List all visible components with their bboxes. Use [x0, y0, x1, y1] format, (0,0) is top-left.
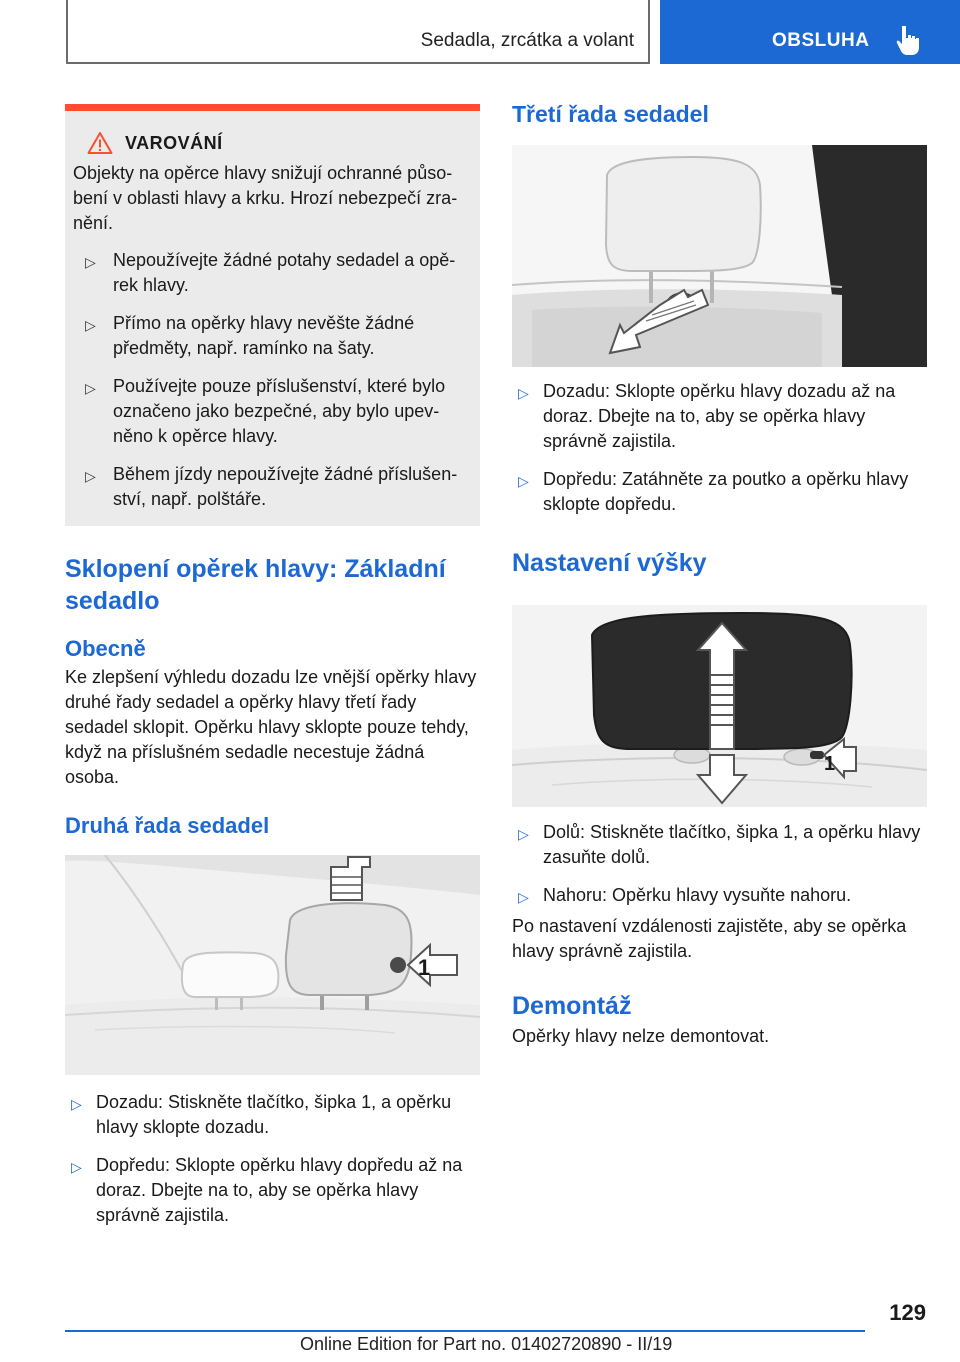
- height-bullet: [512, 820, 927, 870]
- triangle-right-icon: ▷: [518, 473, 529, 489]
- warning-bullet-text: Nepoužívejte žádné potahy sedadel a opěrek hlavy.: [113, 250, 456, 295]
- triangle-right-icon: ▷: [71, 1096, 82, 1112]
- second-row-bullet: [65, 1090, 480, 1140]
- triangle-right-icon: ▷: [85, 380, 96, 396]
- second-row-bullet: [65, 1153, 480, 1228]
- triangle-right-icon: ▷: [85, 317, 96, 333]
- figure-height-adjust: [512, 605, 927, 807]
- warning-bullet-text: Přímo na opěrky hlavy nevěšte žádné předměty, např. ramínko na šaty.: [113, 313, 415, 358]
- warning-triangle-icon: [87, 131, 113, 155]
- section-heading-height: Nastavení výšky: [512, 549, 707, 577]
- pointing-hand-icon: [896, 24, 922, 56]
- warning-bullet: [73, 248, 472, 298]
- second-row-bullet-text: Dopředu: Sklopte opěrku hlavy dopředu až na doraz. Dbejte na to, aby se opěrka hlavy správně zajistila.: [96, 1155, 463, 1225]
- subheading-third-row: Třetí řada sedadel: [512, 101, 709, 127]
- header-tab-label: OBSLUHA: [772, 30, 870, 51]
- height-paragraph: Po nastavení vzdálenosti zajistěte, aby se opěrka hlavy správně zajistila.: [512, 916, 907, 961]
- figure-third-row-headrest: [512, 145, 927, 367]
- height-bullet: [512, 883, 927, 910]
- warning-box: [65, 104, 480, 526]
- subheading-second-row: Druhá řada sedadel: [65, 813, 270, 838]
- footer-edition: Online Edition for Part no. 01402720890 - II/19: [300, 1334, 673, 1354]
- triangle-right-icon: ▷: [518, 889, 529, 905]
- third-row-bullet: [512, 379, 927, 454]
- warning-title-row: [73, 131, 472, 155]
- figure-second-row-headrest: [65, 855, 480, 1075]
- subheading-general: Obecně: [65, 636, 146, 661]
- third-row-bullet-text: Dopředu: Zatáhněte za poutko a opěrku hlavy sklopte dopředu.: [543, 469, 909, 514]
- figure-callout-label: 1: [824, 753, 836, 775]
- third-row-bullet: [512, 467, 927, 517]
- section-heading-folding: Sklopení opěrek hlavy: Základní sedadlo: [65, 555, 446, 615]
- page-number: 129: [889, 1300, 926, 1325]
- header-section-box: [66, 0, 650, 64]
- removal-paragraph: Opěrky hlavy nelze demontovat.: [512, 1026, 770, 1046]
- second-row-bullets: [65, 1090, 480, 1228]
- figure-callout-label: 1: [418, 955, 431, 980]
- triangle-right-icon: ▷: [85, 254, 96, 270]
- triangle-right-icon: ▷: [518, 826, 529, 842]
- warning-title: VAROVÁNÍ: [125, 132, 223, 153]
- triangle-right-icon: ▷: [85, 468, 96, 484]
- height-bullets: [512, 820, 927, 910]
- section-heading-removal: Demontáž: [512, 992, 632, 1020]
- triangle-right-icon: ▷: [71, 1159, 82, 1175]
- right-column: [512, 100, 927, 1049]
- height-bullet-text: Nahoru: Opěrku hlavy vysuňte nahoru.: [543, 885, 852, 905]
- warning-text: Objekty na opěrce hlavy snižují ochranné působení v oblasti hlavy a krku. Hrozí nebezpečí zranění.: [73, 163, 458, 233]
- third-row-bullets: [512, 379, 927, 517]
- warning-bullet: [73, 311, 472, 361]
- warning-bullet-text: Během jízdy nepoužívejte žádné příslušenství, např. polštáře.: [113, 464, 458, 509]
- header-chapter-tab[interactable]: [660, 0, 960, 64]
- triangle-right-icon: ▷: [518, 385, 529, 401]
- left-column: [65, 104, 480, 1228]
- warning-bullet: [73, 462, 472, 512]
- second-row-bullet-text: Dozadu: Stiskněte tlačítko, šipka 1, a opěrku hlavy sklopte dozadu.: [96, 1092, 452, 1137]
- height-bullet-text: Dolů: Stiskněte tlačítko, šipka 1, a opěrku hlavy zasuňte dolů.: [543, 822, 921, 867]
- footer-divider: [65, 1330, 865, 1332]
- warning-bullet: [73, 374, 472, 449]
- warning-bullet-text: Používejte pouze příslušenství, které bylo označeno jako bezpečné, aby bylo upevněno k opěrce hlavy.: [113, 376, 446, 446]
- third-row-bullet-text: Dozadu: Sklopte opěrku hlavy dozadu až na doraz. Dbejte na to, aby se opěrka hlavy správně zajistila.: [543, 381, 896, 451]
- general-paragraph: Ke zlepšení výhledu dozadu lze vnější opěrky hlavy druhé řady sedadel a opěrky hlavy třetí řady sedadel sklopit. Opěrku hlavy sklopte pouze tehdy, když na příslušném sedadle necestuje žádná osoba.: [65, 667, 477, 787]
- header-section-title: Sedadla, zrcátka a volant: [420, 30, 634, 51]
